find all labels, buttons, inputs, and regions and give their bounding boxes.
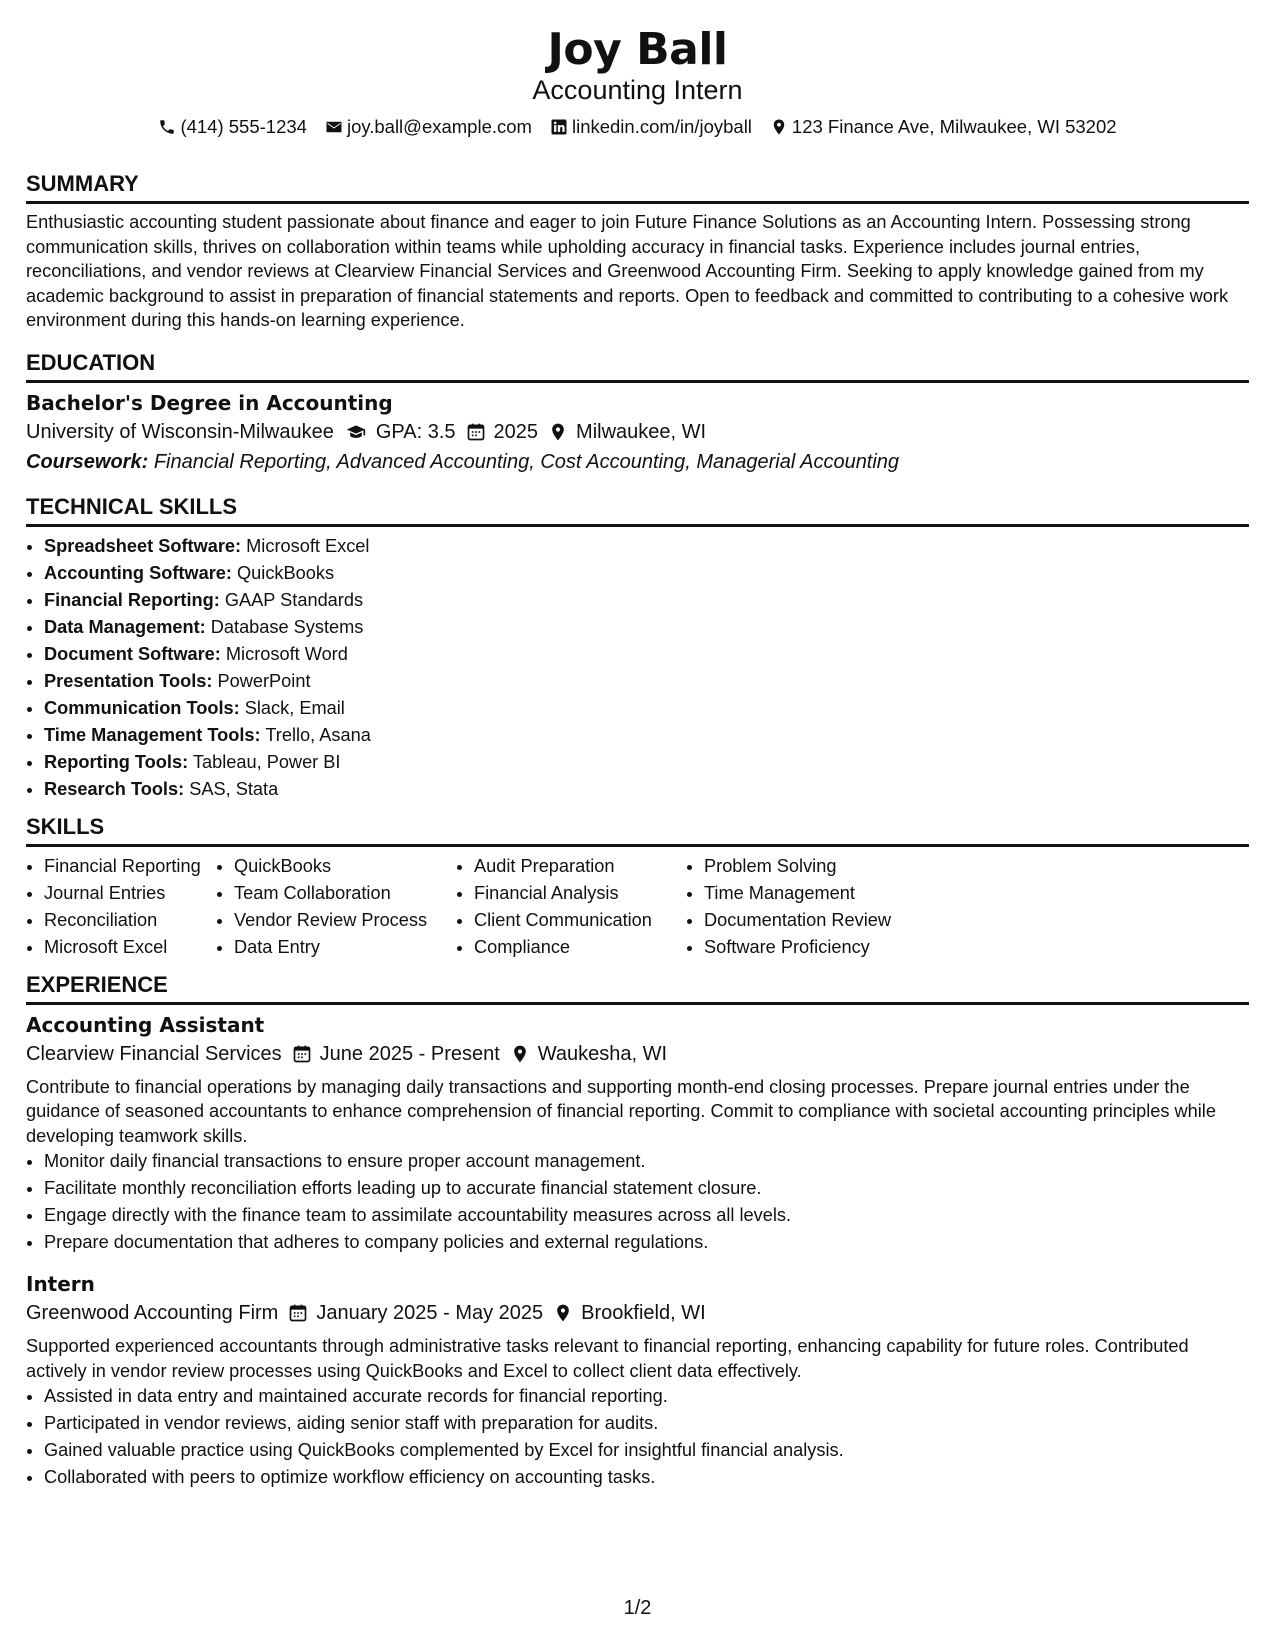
skill-label: Spreadsheet Software: xyxy=(44,535,242,556)
skill-value: Database Systems xyxy=(210,616,364,637)
skill-value: Trello, Asana xyxy=(265,724,371,745)
gpa-item xyxy=(344,417,456,447)
skills-column-2 xyxy=(216,853,456,961)
candidate-title: Accounting Intern xyxy=(532,75,743,105)
technical-skills-list xyxy=(26,533,1249,803)
job-location-item xyxy=(553,1298,705,1328)
skill-label: Research Tools: xyxy=(44,778,185,799)
skill-label: Document Software: xyxy=(44,643,221,664)
list-item: • Collaborated with peers to optimize workflow efficiency on accounting tasks. xyxy=(44,1464,1249,1491)
skill-label: Financial Reporting: xyxy=(44,589,220,610)
skill-label: Time Management Tools: xyxy=(44,724,261,745)
experience-heading: EXPERIENCE xyxy=(26,971,1249,1005)
job-location: Brookfield, WI xyxy=(581,1302,706,1324)
calendar-icon xyxy=(466,422,486,442)
experience-section xyxy=(26,971,1249,1492)
list-item: • Reconciliation xyxy=(44,907,216,934)
list-item xyxy=(44,641,1249,668)
page-number: 1/2 xyxy=(623,1597,652,1619)
list-item: • Facilitate monthly reconciliation efforts leading up to accurate financial statement closure. xyxy=(44,1175,1249,1202)
company-name: Clearview Financial Services xyxy=(26,1042,282,1065)
list-item xyxy=(44,587,1249,614)
education-meta xyxy=(26,417,1249,447)
skill-value: SAS, Stata xyxy=(189,778,279,799)
list-item: • Monitor daily financial transactions to ensure proper account management. xyxy=(44,1148,1249,1175)
education-heading: EDUCATION xyxy=(26,349,1249,383)
coursework-label: Coursework: xyxy=(26,450,149,473)
skills-column-1 xyxy=(26,853,216,961)
technical-skills-heading: TECHNICAL SKILLS xyxy=(26,493,1249,527)
summary-heading: SUMMARY xyxy=(26,170,1249,204)
graduation-cap-icon xyxy=(344,422,368,442)
list-item xyxy=(44,560,1249,587)
list-item: • Microsoft Excel xyxy=(44,934,216,961)
technical-skills-section xyxy=(26,493,1249,803)
address-text: 123 Finance Ave, Milwaukee, WI 53202 xyxy=(791,116,1117,137)
skill-value: Microsoft Excel xyxy=(246,535,370,556)
job-location: Waukesha, WI xyxy=(537,1042,668,1065)
list-item: • Prepare documentation that adheres to company policies and external regulations. xyxy=(44,1229,1249,1256)
job-location-item xyxy=(510,1039,667,1069)
job-dates: January 2025 - May 2025 xyxy=(316,1302,544,1324)
skill-label: Data Management: xyxy=(44,616,206,637)
skill-value: PowerPoint xyxy=(217,670,311,691)
list-item xyxy=(44,695,1249,722)
list-item: • Time Management xyxy=(704,880,986,907)
job-meta xyxy=(26,1039,1249,1069)
linkedin-icon xyxy=(550,118,568,136)
resume-header xyxy=(26,0,1249,140)
job-dates: June 2025 - Present xyxy=(319,1042,500,1065)
job-description: Contribute to financial operations by managing daily transactions and supporting month-end closing processes. Prepare journal entries under the guidance of seasoned accountants to enhance comprehension of financial reporting. Commit to compliance with societal accounting principles while developing teamwork skills. xyxy=(26,1076,1216,1146)
list-item: • Assisted in data entry and maintained accurate records for financial reporting. xyxy=(44,1383,1249,1410)
year-text: 2025 xyxy=(493,420,539,443)
map-pin-icon xyxy=(553,1303,573,1323)
list-item xyxy=(44,614,1249,641)
contact-address xyxy=(770,114,1117,140)
list-item: • Engage directly with the finance team to assimilate accountability measures across all levels. xyxy=(44,1202,1249,1229)
skill-value: Tableau, Power BI xyxy=(192,751,341,772)
job-dates-item xyxy=(288,1298,543,1328)
summary-section xyxy=(26,170,1249,333)
skill-value: GAAP Standards xyxy=(224,589,364,610)
skill-label: Accounting Software: xyxy=(44,562,232,583)
candidate-name: Joy Ball xyxy=(547,24,728,75)
list-item xyxy=(44,722,1249,749)
skills-column-4 xyxy=(686,853,986,961)
phone-icon xyxy=(158,118,176,136)
skill-label: Reporting Tools: xyxy=(44,751,189,772)
list-item: • Client Communication xyxy=(474,907,686,934)
map-pin-icon xyxy=(510,1044,530,1064)
contact-phone xyxy=(158,114,307,140)
phone-text: (414) 555-1234 xyxy=(180,116,307,137)
job-title: Accounting Assistant xyxy=(26,1012,265,1037)
list-item: • Documentation Review xyxy=(704,907,986,934)
skills-column-3 xyxy=(456,853,686,961)
job-bullets xyxy=(26,1148,1249,1256)
list-item: • Data Entry xyxy=(234,934,456,961)
job-bullets xyxy=(26,1383,1249,1491)
degree-title: Bachelor's Degree in Accounting xyxy=(26,390,393,415)
education-location-text: Milwaukee, WI xyxy=(576,420,707,443)
list-item: • Gained valuable practice using QuickBooks complemented by Excel for insightful financial analysis. xyxy=(44,1437,1249,1464)
skill-label: Presentation Tools: xyxy=(44,670,213,691)
list-item xyxy=(44,776,1249,803)
school-name: University of Wisconsin-Milwaukee xyxy=(26,420,334,443)
job-entry xyxy=(26,1270,1249,1491)
coursework-line xyxy=(26,447,1249,477)
skills-heading: SKILLS xyxy=(26,813,1249,847)
list-item: • Audit Preparation xyxy=(474,853,686,880)
list-item: • Financial Analysis xyxy=(474,880,686,907)
email-text[interactable]: joy.ball@example.com xyxy=(346,116,532,137)
list-item xyxy=(44,668,1249,695)
job-entry xyxy=(26,1011,1249,1257)
list-item: • Financial Reporting xyxy=(44,853,216,880)
list-item: • QuickBooks xyxy=(234,853,456,880)
education-section xyxy=(26,349,1249,477)
linkedin-text[interactable]: linkedin.com/in/joyball xyxy=(571,116,752,137)
skills-section xyxy=(26,813,1249,961)
summary-text: Enthusiastic accounting student passionate about finance and eager to join Future Finance Solutions as an Accounting Intern. Possessing strong communication skills, thrives on collaboration within teams while upholding accuracy in financial tasks. Experience includes journal entries, reconciliations, and vendor reviews at Clearview Financial Services and Greenwood Accounting Firm. Seeking to apply knowledge gained from my academic background to assist in preparation of financial statements and reports. Open to feedback and committed to contributing to a cohesive work environment during this hands-on learning experience. xyxy=(26,212,1229,330)
skills-grid xyxy=(26,853,1249,961)
job-description: Supported experienced accountants through administrative tasks relevant to financial reporting, enhancing capability for future roles. Contributed actively in vendor review processes using QuickBooks and Excel to collect client data effectively. xyxy=(26,1336,1189,1381)
list-item: • Problem Solving xyxy=(704,853,986,880)
contact-email[interactable] xyxy=(325,114,532,140)
envelope-icon xyxy=(325,118,343,136)
list-item xyxy=(44,749,1249,776)
year-item xyxy=(466,417,539,447)
list-item: • Journal Entries xyxy=(44,880,216,907)
skill-value: Microsoft Word xyxy=(225,643,348,664)
list-item: • Vendor Review Process xyxy=(234,907,456,934)
skill-value: QuickBooks xyxy=(237,562,335,583)
coursework-list: Financial Reporting, Advanced Accounting, Cost Accounting, Managerial Accounting xyxy=(153,450,900,473)
contact-bar xyxy=(26,114,1249,140)
calendar-icon xyxy=(292,1044,312,1064)
list-item: • Compliance xyxy=(474,934,686,961)
list-item: • Software Proficiency xyxy=(704,934,986,961)
map-pin-icon xyxy=(548,422,568,442)
contact-linkedin[interactable] xyxy=(550,114,752,140)
job-meta xyxy=(26,1298,1249,1328)
job-title: Intern xyxy=(26,1272,95,1296)
list-item: • Participated in vendor reviews, aiding senior staff with preparation for audits. xyxy=(44,1410,1249,1437)
calendar-icon xyxy=(288,1303,308,1323)
list-item: • Team Collaboration xyxy=(234,880,456,907)
company-name: Greenwood Accounting Firm xyxy=(26,1302,279,1324)
education-location-item xyxy=(548,417,706,447)
job-dates-item xyxy=(292,1039,500,1069)
gpa-text: GPA: 3.5 xyxy=(375,420,456,443)
list-item xyxy=(44,533,1249,560)
map-pin-icon xyxy=(770,118,788,136)
skill-label: Communication Tools: xyxy=(44,697,240,718)
skill-value: Slack, Email xyxy=(244,697,345,718)
